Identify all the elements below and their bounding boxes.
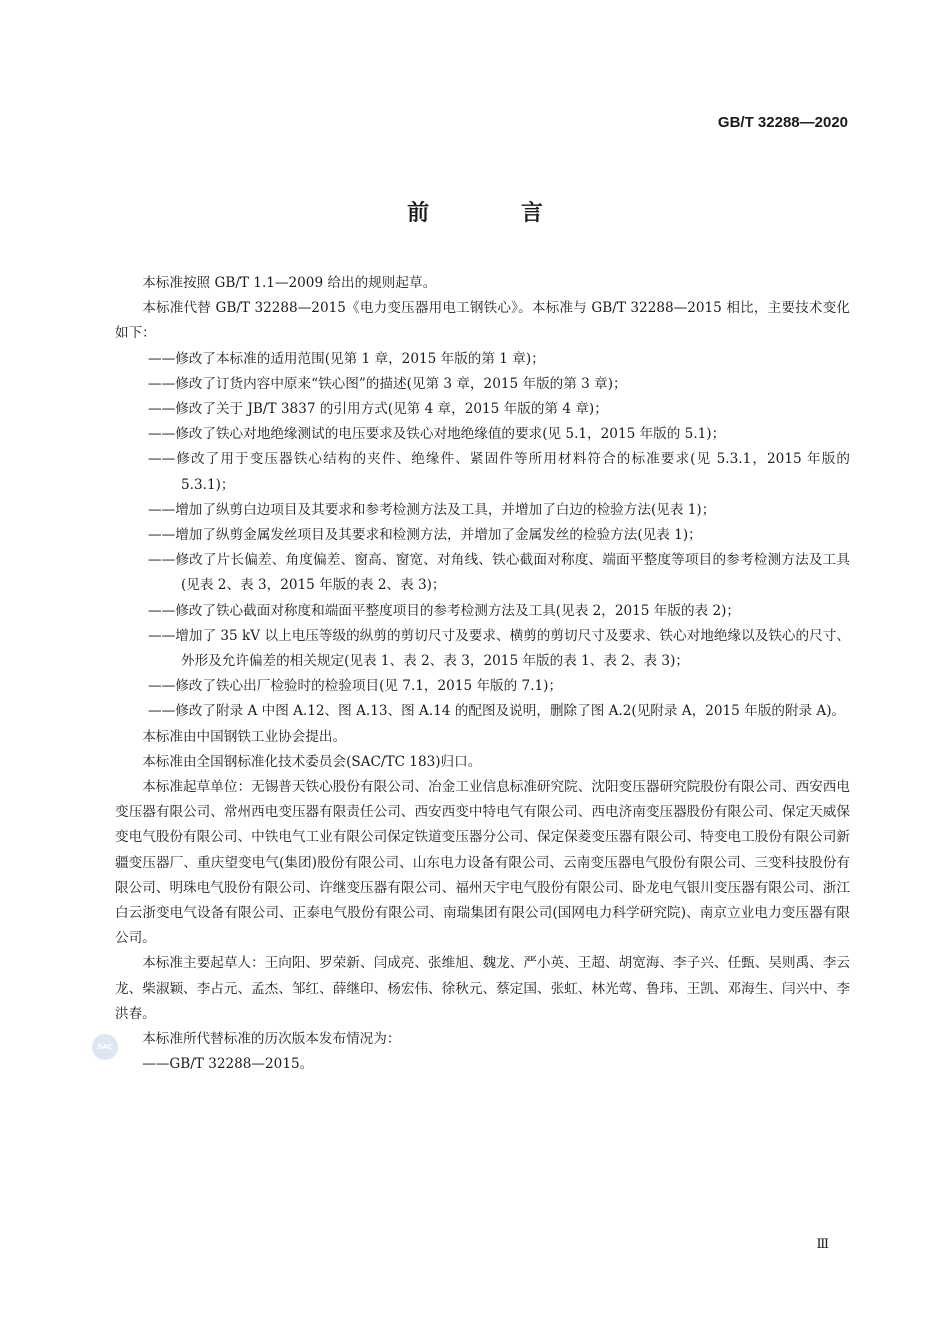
document-body bbox=[115, 271, 850, 1078]
page-number: Ⅲ bbox=[816, 1237, 829, 1252]
drafters: 本标准主要起草人：王向阳、罗荣新、闫成亮、张维旭、魏龙、严小英、王超、胡宽海、李子兴、任甄、吴则禹、李云龙、柴淑颖、李占元、孟杰、邹红、薛继印、杨宏伟、徐秋元、蔡定国、张虹、林光莺、鲁玮、王凯、邓海生、闫兴中、李洪春。 bbox=[115, 955, 850, 1022]
sac-watermark-icon: SAC bbox=[92, 1034, 118, 1060]
paragraph: 本标准由全国钢标准化技术委员会(SAC/TC 183)归口。 bbox=[142, 753, 482, 770]
change-item: ——修改了关于 JB/T 3837 的引用方式(见第 4 章，2015 年版的第 4 章)； bbox=[148, 401, 608, 418]
paragraph: 本标准由中国钢铁工业协会提出。 bbox=[142, 728, 347, 745]
page-title: 前 言 bbox=[407, 201, 585, 226]
paragraph: 本标准代替 GB/T 32288—2015《电力变压器用电工钢铁心》。本标准与 GB/T 32288—2015 相比，主要技术变化如下： bbox=[115, 300, 850, 342]
change-item: ——修改了铁心对地绝缘测试的电压要求及铁心对地绝缘值的要求(见 5.1，2015 年版的 5.1)； bbox=[148, 426, 726, 443]
change-item: ——修改了片长偏差、角度偏差、窗高、窗宽、对角线、铁心截面对称度、端面平整度等项目的参考检测方法及工具(见表 2、表 3，2015 年版的表 2、表 3)； bbox=[148, 552, 850, 594]
change-item: ——增加了 35 kV 以上电压等级的纵剪的剪切尺寸及要求、横剪的剪切尺寸及要求、铁心对地绝缘以及铁心的尺寸、外形及允许偏差的相关规定(见表 1、表 2、表 3，2015 年版的表 1、表 2、表 3)； bbox=[148, 627, 850, 670]
change-item: ——修改了铁心截面对称度和端面平整度项目的参考检测方法及工具(见表 2，2015 年版的表 2)； bbox=[148, 602, 741, 619]
paragraph: 本标准按照 GB/T 1.1—2009 给出的规则起草。 bbox=[142, 275, 437, 291]
history-item: ——GB/T 32288—2015。 bbox=[142, 1056, 314, 1073]
paragraph: 本标准所代替标准的历次版本发布情况为： bbox=[142, 1031, 401, 1048]
change-item: ——修改了订货内容中原来“铁心图”的描述(见第 3 章，2015 年版的第 3 章)； bbox=[148, 375, 627, 392]
change-item: ——增加了纵剪白边项目及其要求和参考检测方法及工具，并增加了白边的检验方法(见表 1)； bbox=[148, 501, 716, 518]
change-item: ——修改了用于变压器铁心结构的夹件、绝缘件、紧固件等所用材料符合的标准要求(见 5.3.1，2015 年版的 5.3.1)； bbox=[148, 451, 850, 493]
drafting-units: 本标准起草单位：无锡普天铁心股份有限公司、冶金工业信息标准研究院、沈阳变压器研究院股份有限公司、西安西电变压器有限公司、常州西电变压器有限责任公司、西安西变中特电气有限公司、西电济南变压器股份有限公司、保定天威保变电气股份有限公司、中铁电气工业有限公司保定铁道变压器分公司、保定保菱变压器有限公司、特变电工股份有限公司新疆变压器厂、重庆望变电气(集团)股份有限公司、山东电力设备有限公司、云南变压器电气股份有限公司、三变科技股份有限公司、明珠电气股份有限公司、许继变压器有限公司、福州天宇电气股份有限公司、卧龙电气银川变压器有限公司、浙江白云浙变电气设备有限公司、正泰电气股份有限公司、南瑞集团有限公司(国网电力科学研究院)、南京立业电力变压器有限公司。 bbox=[115, 779, 850, 947]
standard-code: GB/T 32288—2020 bbox=[717, 114, 848, 131]
change-item: ——增加了纵剪金属发丝项目及其要求和检测方法，并增加了金属发丝的检验方法(见表 1)； bbox=[148, 527, 702, 544]
change-item: ——修改了附录 A 中图 A.12、图 A.13、图 A.14 的配图及说明，删除了图 A.2(见附录 A，2015 年版的附录 A)。 bbox=[148, 703, 846, 720]
change-item: ——修改了铁心出厂检验时的检验项目(见 7.1，2015 年版的 7.1)； bbox=[148, 678, 563, 695]
change-item: ——修改了本标准的适用范围(见第 1 章，2015 年版的第 1 章)； bbox=[148, 350, 545, 367]
